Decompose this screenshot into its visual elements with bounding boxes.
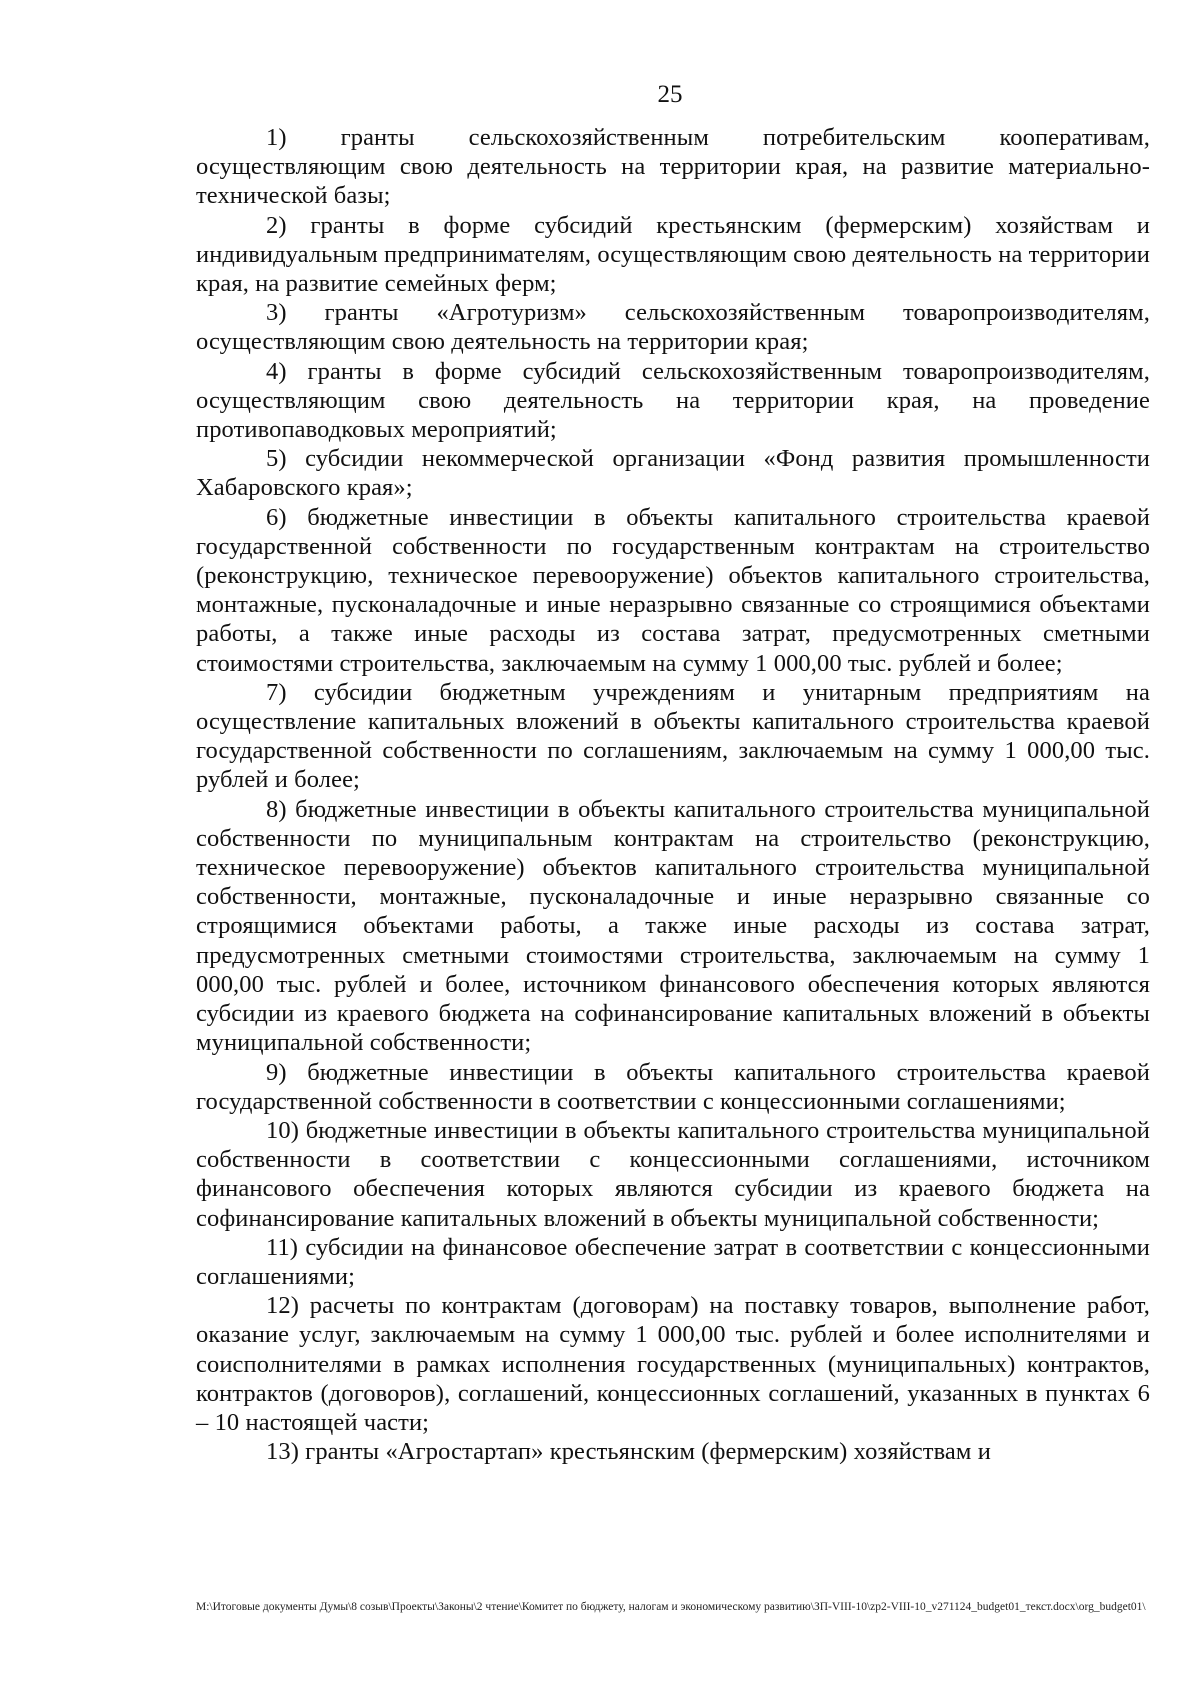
document-body: [196, 123, 1150, 1466]
page-number: 25: [657, 81, 683, 108]
list-item: 11) субсидии на финансовое обеспечение затрат в соответствии с концессионными соглашениями;: [196, 1233, 1150, 1290]
list-item: 6) бюджетные инвестиции в объекты капитального строительства краевой государственной собственности по государственным контрактам на строительство (реконструкцию, техническое перевооружение) объектов капитального строительства, монтажные, пусконаладочные и иные неразрывно связанные со строящимися объектами работы, а также иные расходы из состава затрат, предусмотренных сметными стоимостями строительства, заключаемым на сумму 1 000,00 тыс. рублей и более;: [196, 503, 1150, 677]
list-item: 12) расчеты по контрактам (договорам) на поставку товаров, выполнение работ, оказание услуг, заключаемым на сумму 1 000,00 тыс. рублей и более исполнителями и соисполнителями в рамках исполнения государственных (муниципальных) контрактов, контрактов (договоров), соглашений, концессионных соглашений, указанных в пунктах 6 – 10 настоящей части;: [196, 1292, 1150, 1436]
list-item: 5) субсидии некоммерческой организации «Фонд развития промышленности Хабаровского края»;: [196, 445, 1150, 502]
list-item: 13) гранты «Агростартап» крестьянским (фермерским) хозяйствам и: [266, 1438, 991, 1466]
list-item: 2) гранты в форме субсидий крестьянским (фермерским) хозяйствам и индивидуальным предпринимателям, осуществляющим свою деятельность на территории края, на развитие семейных ферм;: [196, 211, 1150, 298]
list-item: 8) бюджетные инвестиции в объекты капитального строительства муниципальной собственности по муниципальным контрактам на строительство (реконструкцию, техническое перевооружение) объектов капитального строительства муниципальной собственности, монтажные, пусконаладочные и иные неразрывно связанные со строящимися объектами работы, а также иные расходы из состава затрат, предусмотренных сметными стоимостями строительства, заключаемым на сумму 1 000,00 тыс. рублей и более, источником финансового обеспечения которых являются субсидии из краевого бюджета на софинансирование капитальных вложений в объекты муниципальной собственности;: [196, 795, 1150, 1057]
list-item: 10) бюджетные инвестиции в объекты капитального строительства муниципальной собственности в соответствии с концессионными соглашениями, источником финансового обеспечения которых являются субсидии из краевого бюджета на софинансирование капитальных вложений в объекты муниципальной собственности;: [196, 1116, 1150, 1232]
footer-file-path: M:\Итоговые документы Думы\8 созыв\Проекты\Законы\2 чтение\Комитет по бюджету, налогам и экономическому развитию\ЗП-VIII-10\zp2-VIII-10_v271124_budget01_текст.docx\org_budget01\: [196, 1601, 1146, 1613]
list-item: 4) гранты в форме субсидий сельскохозяйственным товаропроизводителям, осуществляющим свою деятельность на территории края, на проведение противопаводковых мероприятий;: [196, 357, 1150, 444]
list-item: 7) субсидии бюджетным учреждениям и унитарным предприятиям на осуществление капитальных вложений в объекты капитального строительства краевой государственной собственности по соглашениям, заключаемым на сумму 1 000,00 тыс. рублей и более;: [196, 678, 1150, 794]
list-item: 9) бюджетные инвестиции в объекты капитального строительства краевой государственной собственности в соответствии с концессионными соглашениями;: [196, 1058, 1150, 1115]
list-item: 1) гранты сельскохозяйственным потребительским кооперативам, осуществляющим свою деятельность на территории края, на развитие материально-технической базы;: [196, 124, 1150, 210]
list-item: 3) гранты «Агротуризм» сельскохозяйственным товаропроизводителям, осуществляющим свою деятельность на территории края;: [196, 299, 1150, 356]
